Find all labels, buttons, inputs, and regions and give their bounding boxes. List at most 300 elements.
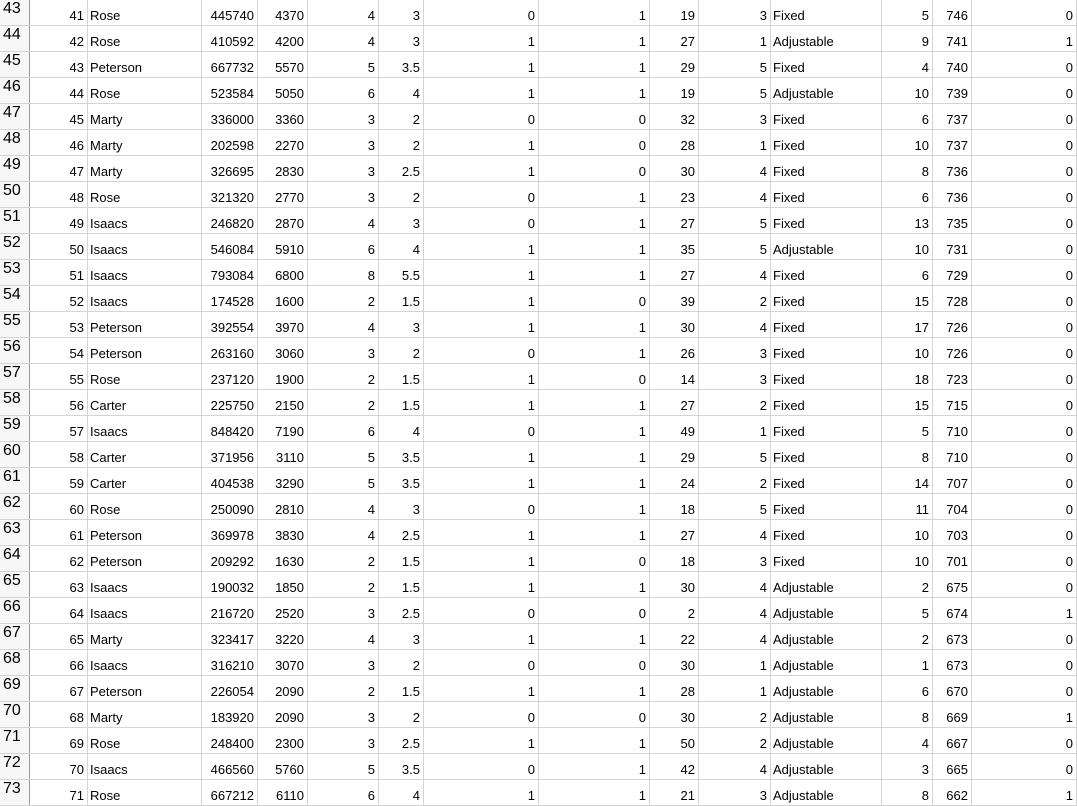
cell-col_m[interactable]: 737 — [933, 130, 972, 155]
cell-sqft[interactable]: 2520 — [258, 598, 308, 623]
cell-col_h[interactable]: 1 — [539, 572, 650, 597]
cell-col_h[interactable]: 1 — [539, 728, 650, 753]
cell-col_g[interactable]: 1 — [424, 468, 539, 493]
cell-col_h[interactable]: 1 — [539, 468, 650, 493]
cell-price[interactable]: 225750 — [202, 390, 258, 415]
cell-id[interactable]: 51 — [30, 260, 88, 285]
cell-sqft[interactable]: 2150 — [258, 390, 308, 415]
cell-mortgage_type[interactable]: Adjustable — [771, 234, 882, 259]
cell-col_i[interactable]: 30 — [650, 312, 699, 337]
cell-col_g[interactable]: 1 — [424, 780, 539, 805]
cell-col_n[interactable]: 0 — [972, 312, 1077, 337]
cell-col_n[interactable]: 0 — [972, 104, 1077, 129]
cell-mortgage_type[interactable]: Adjustable — [771, 598, 882, 623]
cell-sqft[interactable]: 2810 — [258, 494, 308, 519]
cell-agent[interactable]: Peterson — [88, 338, 202, 363]
cell-col_h[interactable]: 1 — [539, 260, 650, 285]
cell-col_g[interactable]: 1 — [424, 520, 539, 545]
cell-col_m[interactable]: 667 — [933, 728, 972, 753]
row-header[interactable]: 50 — [0, 182, 30, 207]
cell-col_g[interactable]: 1 — [424, 78, 539, 103]
cell-col_i[interactable]: 2 — [650, 598, 699, 623]
cell-bathrooms[interactable]: 2.5 — [379, 520, 424, 545]
cell-bedrooms[interactable]: 3 — [308, 728, 379, 753]
cell-col_j[interactable]: 3 — [699, 546, 771, 571]
cell-col_i[interactable]: 30 — [650, 572, 699, 597]
cell-col_n[interactable]: 0 — [972, 286, 1077, 311]
cell-sqft[interactable]: 4200 — [258, 26, 308, 51]
cell-bedrooms[interactable]: 3 — [308, 338, 379, 363]
cell-col_n[interactable]: 1 — [972, 598, 1077, 623]
cell-col_n[interactable]: 0 — [972, 624, 1077, 649]
cell-mortgage_type[interactable]: Fixed — [771, 182, 882, 207]
row-header[interactable]: 61 — [0, 468, 30, 493]
cell-col_i[interactable]: 32 — [650, 104, 699, 129]
cell-id[interactable]: 64 — [30, 598, 88, 623]
cell-agent[interactable]: Isaacs — [88, 754, 202, 779]
cell-agent[interactable]: Rose — [88, 78, 202, 103]
cell-col_l[interactable]: 2 — [882, 572, 933, 597]
cell-agent[interactable]: Rose — [88, 0, 202, 25]
cell-col_i[interactable]: 27 — [650, 260, 699, 285]
cell-col_j[interactable]: 5 — [699, 78, 771, 103]
row-header[interactable]: 63 — [0, 520, 30, 545]
cell-mortgage_type[interactable]: Fixed — [771, 364, 882, 389]
cell-col_h[interactable]: 1 — [539, 754, 650, 779]
cell-bathrooms[interactable]: 3 — [379, 494, 424, 519]
cell-sqft[interactable]: 2090 — [258, 676, 308, 701]
cell-bathrooms[interactable]: 4 — [379, 780, 424, 805]
cell-id[interactable]: 41 — [30, 0, 88, 25]
row-header[interactable]: 49 — [0, 156, 30, 181]
cell-price[interactable]: 410592 — [202, 26, 258, 51]
cell-sqft[interactable]: 2770 — [258, 182, 308, 207]
cell-bathrooms[interactable]: 2.5 — [379, 598, 424, 623]
cell-id[interactable]: 60 — [30, 494, 88, 519]
cell-col_m[interactable]: 707 — [933, 468, 972, 493]
cell-bathrooms[interactable]: 3.5 — [379, 52, 424, 77]
cell-price[interactable]: 371956 — [202, 442, 258, 467]
cell-col_l[interactable]: 2 — [882, 624, 933, 649]
cell-col_n[interactable]: 0 — [972, 754, 1077, 779]
cell-col_j[interactable]: 2 — [699, 468, 771, 493]
cell-sqft[interactable]: 1850 — [258, 572, 308, 597]
cell-agent[interactable]: Rose — [88, 26, 202, 51]
cell-col_n[interactable]: 0 — [972, 0, 1077, 25]
cell-col_g[interactable]: 1 — [424, 312, 539, 337]
cell-bathrooms[interactable]: 2 — [379, 130, 424, 155]
cell-col_l[interactable]: 9 — [882, 26, 933, 51]
cell-bathrooms[interactable]: 2 — [379, 104, 424, 129]
cell-bathrooms[interactable]: 4 — [379, 234, 424, 259]
cell-col_j[interactable]: 4 — [699, 520, 771, 545]
cell-col_n[interactable]: 0 — [972, 52, 1077, 77]
cell-bathrooms[interactable]: 3 — [379, 312, 424, 337]
cell-bathrooms[interactable]: 1.5 — [379, 390, 424, 415]
cell-bedrooms[interactable]: 4 — [308, 312, 379, 337]
cell-bathrooms[interactable]: 2 — [379, 650, 424, 675]
cell-bedrooms[interactable]: 5 — [308, 442, 379, 467]
cell-col_i[interactable]: 49 — [650, 416, 699, 441]
cell-col_m[interactable]: 665 — [933, 754, 972, 779]
cell-price[interactable]: 174528 — [202, 286, 258, 311]
cell-agent[interactable]: Isaacs — [88, 572, 202, 597]
cell-agent[interactable]: Marty — [88, 624, 202, 649]
row-header[interactable]: 65 — [0, 572, 30, 597]
cell-col_l[interactable]: 10 — [882, 234, 933, 259]
cell-bedrooms[interactable]: 6 — [308, 416, 379, 441]
cell-col_g[interactable]: 1 — [424, 624, 539, 649]
cell-agent[interactable]: Marty — [88, 104, 202, 129]
cell-bathrooms[interactable]: 1.5 — [379, 676, 424, 701]
cell-col_h[interactable]: 1 — [539, 624, 650, 649]
cell-id[interactable]: 49 — [30, 208, 88, 233]
cell-col_m[interactable]: 736 — [933, 182, 972, 207]
cell-id[interactable]: 43 — [30, 52, 88, 77]
cell-col_i[interactable]: 23 — [650, 182, 699, 207]
cell-agent[interactable]: Isaacs — [88, 598, 202, 623]
cell-mortgage_type[interactable]: Adjustable — [771, 780, 882, 805]
cell-price[interactable]: 369978 — [202, 520, 258, 545]
cell-col_i[interactable]: 30 — [650, 650, 699, 675]
cell-col_m[interactable]: 662 — [933, 780, 972, 805]
cell-bedrooms[interactable]: 3 — [308, 702, 379, 727]
cell-id[interactable]: 62 — [30, 546, 88, 571]
cell-sqft[interactable]: 2090 — [258, 702, 308, 727]
cell-col_j[interactable]: 2 — [699, 702, 771, 727]
cell-col_h[interactable]: 1 — [539, 234, 650, 259]
cell-col_l[interactable]: 6 — [882, 260, 933, 285]
cell-col_n[interactable]: 0 — [972, 520, 1077, 545]
cell-sqft[interactable]: 2270 — [258, 130, 308, 155]
cell-col_g[interactable]: 1 — [424, 390, 539, 415]
cell-agent[interactable]: Isaacs — [88, 234, 202, 259]
cell-col_n[interactable]: 0 — [972, 416, 1077, 441]
cell-price[interactable]: 226054 — [202, 676, 258, 701]
cell-col_n[interactable]: 0 — [972, 130, 1077, 155]
cell-col_g[interactable]: 0 — [424, 416, 539, 441]
cell-col_g[interactable]: 0 — [424, 208, 539, 233]
cell-bedrooms[interactable]: 4 — [308, 520, 379, 545]
cell-price[interactable]: 316210 — [202, 650, 258, 675]
cell-bedrooms[interactable]: 6 — [308, 780, 379, 805]
cell-price[interactable]: 246820 — [202, 208, 258, 233]
row-header[interactable]: 56 — [0, 338, 30, 363]
cell-mortgage_type[interactable]: Fixed — [771, 468, 882, 493]
cell-col_g[interactable]: 1 — [424, 546, 539, 571]
cell-bathrooms[interactable]: 2 — [379, 702, 424, 727]
cell-mortgage_type[interactable]: Fixed — [771, 104, 882, 129]
cell-id[interactable]: 65 — [30, 624, 88, 649]
cell-id[interactable]: 44 — [30, 78, 88, 103]
cell-mortgage_type[interactable]: Adjustable — [771, 26, 882, 51]
cell-col_n[interactable]: 1 — [972, 702, 1077, 727]
cell-col_j[interactable]: 3 — [699, 104, 771, 129]
cell-bathrooms[interactable]: 3 — [379, 624, 424, 649]
cell-id[interactable]: 56 — [30, 390, 88, 415]
cell-bathrooms[interactable]: 1.5 — [379, 364, 424, 389]
cell-bathrooms[interactable]: 3.5 — [379, 468, 424, 493]
cell-price[interactable]: 667212 — [202, 780, 258, 805]
cell-mortgage_type[interactable]: Fixed — [771, 52, 882, 77]
cell-col_m[interactable]: 729 — [933, 260, 972, 285]
cell-price[interactable]: 404538 — [202, 468, 258, 493]
cell-sqft[interactable]: 7190 — [258, 416, 308, 441]
row-header[interactable]: 62 — [0, 494, 30, 519]
cell-id[interactable]: 71 — [30, 780, 88, 805]
cell-col_m[interactable]: 728 — [933, 286, 972, 311]
cell-col_j[interactable]: 4 — [699, 572, 771, 597]
cell-col_g[interactable]: 1 — [424, 234, 539, 259]
row-header[interactable]: 47 — [0, 104, 30, 129]
cell-agent[interactable]: Rose — [88, 364, 202, 389]
cell-bedrooms[interactable]: 5 — [308, 754, 379, 779]
cell-col_l[interactable]: 6 — [882, 676, 933, 701]
row-header[interactable]: 60 — [0, 442, 30, 467]
cell-col_n[interactable]: 0 — [972, 650, 1077, 675]
cell-sqft[interactable]: 3060 — [258, 338, 308, 363]
cell-price[interactable]: 183920 — [202, 702, 258, 727]
cell-agent[interactable]: Isaacs — [88, 260, 202, 285]
cell-bathrooms[interactable]: 1.5 — [379, 546, 424, 571]
cell-id[interactable]: 70 — [30, 754, 88, 779]
cell-price[interactable]: 323417 — [202, 624, 258, 649]
cell-bedrooms[interactable]: 4 — [308, 494, 379, 519]
cell-bathrooms[interactable]: 4 — [379, 416, 424, 441]
cell-price[interactable]: 392554 — [202, 312, 258, 337]
cell-price[interactable]: 336000 — [202, 104, 258, 129]
cell-bedrooms[interactable]: 2 — [308, 676, 379, 701]
cell-id[interactable]: 59 — [30, 468, 88, 493]
cell-mortgage_type[interactable]: Adjustable — [771, 728, 882, 753]
cell-col_m[interactable]: 726 — [933, 312, 972, 337]
cell-col_m[interactable]: 675 — [933, 572, 972, 597]
cell-bathrooms[interactable]: 5.5 — [379, 260, 424, 285]
cell-col_h[interactable]: 0 — [539, 650, 650, 675]
cell-col_h[interactable]: 1 — [539, 780, 650, 805]
cell-col_h[interactable]: 0 — [539, 130, 650, 155]
cell-bathrooms[interactable]: 2 — [379, 182, 424, 207]
cell-col_n[interactable]: 0 — [972, 260, 1077, 285]
cell-bedrooms[interactable]: 8 — [308, 260, 379, 285]
cell-id[interactable]: 55 — [30, 364, 88, 389]
cell-col_g[interactable]: 1 — [424, 130, 539, 155]
cell-col_l[interactable]: 10 — [882, 130, 933, 155]
cell-id[interactable]: 54 — [30, 338, 88, 363]
cell-col_l[interactable]: 10 — [882, 520, 933, 545]
cell-col_g[interactable]: 0 — [424, 702, 539, 727]
row-header[interactable]: 73 — [0, 780, 30, 805]
cell-agent[interactable]: Carter — [88, 468, 202, 493]
cell-agent[interactable]: Marty — [88, 702, 202, 727]
cell-price[interactable]: 667732 — [202, 52, 258, 77]
cell-agent[interactable]: Rose — [88, 182, 202, 207]
cell-col_g[interactable]: 1 — [424, 364, 539, 389]
cell-mortgage_type[interactable]: Fixed — [771, 286, 882, 311]
cell-bathrooms[interactable]: 3.5 — [379, 754, 424, 779]
cell-col_m[interactable]: 670 — [933, 676, 972, 701]
cell-col_m[interactable]: 669 — [933, 702, 972, 727]
cell-col_g[interactable]: 1 — [424, 26, 539, 51]
cell-col_i[interactable]: 26 — [650, 338, 699, 363]
cell-col_g[interactable]: 0 — [424, 494, 539, 519]
cell-sqft[interactable]: 5910 — [258, 234, 308, 259]
cell-col_h[interactable]: 0 — [539, 598, 650, 623]
cell-price[interactable]: 263160 — [202, 338, 258, 363]
cell-col_l[interactable]: 8 — [882, 156, 933, 181]
cell-col_n[interactable]: 0 — [972, 494, 1077, 519]
cell-col_j[interactable]: 5 — [699, 52, 771, 77]
cell-col_i[interactable]: 30 — [650, 702, 699, 727]
cell-sqft[interactable]: 2830 — [258, 156, 308, 181]
cell-col_g[interactable]: 1 — [424, 260, 539, 285]
cell-col_i[interactable]: 35 — [650, 234, 699, 259]
cell-col_g[interactable]: 0 — [424, 650, 539, 675]
cell-bedrooms[interactable]: 3 — [308, 598, 379, 623]
cell-mortgage_type[interactable]: Fixed — [771, 442, 882, 467]
cell-id[interactable]: 42 — [30, 26, 88, 51]
cell-bathrooms[interactable]: 3.5 — [379, 442, 424, 467]
cell-agent[interactable]: Peterson — [88, 520, 202, 545]
cell-col_l[interactable]: 4 — [882, 52, 933, 77]
cell-sqft[interactable]: 1900 — [258, 364, 308, 389]
cell-col_i[interactable]: 50 — [650, 728, 699, 753]
cell-col_m[interactable]: 703 — [933, 520, 972, 545]
row-header[interactable]: 58 — [0, 390, 30, 415]
cell-price[interactable]: 546084 — [202, 234, 258, 259]
cell-sqft[interactable]: 1630 — [258, 546, 308, 571]
cell-col_l[interactable]: 10 — [882, 78, 933, 103]
row-header[interactable]: 71 — [0, 728, 30, 753]
cell-col_j[interactable]: 2 — [699, 286, 771, 311]
cell-col_j[interactable]: 4 — [699, 312, 771, 337]
cell-sqft[interactable]: 3290 — [258, 468, 308, 493]
cell-col_m[interactable]: 673 — [933, 650, 972, 675]
cell-col_l[interactable]: 3 — [882, 754, 933, 779]
cell-bedrooms[interactable]: 3 — [308, 130, 379, 155]
cell-agent[interactable]: Isaacs — [88, 416, 202, 441]
cell-price[interactable]: 190032 — [202, 572, 258, 597]
cell-bedrooms[interactable]: 2 — [308, 286, 379, 311]
cell-col_i[interactable]: 14 — [650, 364, 699, 389]
cell-price[interactable]: 202598 — [202, 130, 258, 155]
cell-col_l[interactable]: 15 — [882, 286, 933, 311]
cell-col_h[interactable]: 0 — [539, 104, 650, 129]
cell-col_m[interactable]: 739 — [933, 78, 972, 103]
cell-id[interactable]: 50 — [30, 234, 88, 259]
cell-col_n[interactable]: 0 — [972, 572, 1077, 597]
cell-col_n[interactable]: 0 — [972, 182, 1077, 207]
cell-col_g[interactable]: 1 — [424, 728, 539, 753]
cell-col_l[interactable]: 5 — [882, 0, 933, 25]
cell-bathrooms[interactable]: 3 — [379, 208, 424, 233]
cell-col_m[interactable]: 704 — [933, 494, 972, 519]
cell-col_j[interactable]: 3 — [699, 780, 771, 805]
cell-agent[interactable]: Rose — [88, 494, 202, 519]
cell-id[interactable]: 69 — [30, 728, 88, 753]
cell-col_l[interactable]: 11 — [882, 494, 933, 519]
cell-col_l[interactable]: 18 — [882, 364, 933, 389]
cell-col_l[interactable]: 10 — [882, 338, 933, 363]
cell-col_i[interactable]: 39 — [650, 286, 699, 311]
row-header[interactable]: 45 — [0, 52, 30, 77]
cell-col_g[interactable]: 0 — [424, 598, 539, 623]
cell-price[interactable]: 216720 — [202, 598, 258, 623]
cell-price[interactable]: 466560 — [202, 754, 258, 779]
cell-col_j[interactable]: 1 — [699, 676, 771, 701]
cell-sqft[interactable]: 3970 — [258, 312, 308, 337]
cell-col_m[interactable]: 737 — [933, 104, 972, 129]
cell-col_m[interactable]: 736 — [933, 156, 972, 181]
cell-sqft[interactable]: 3110 — [258, 442, 308, 467]
cell-col_i[interactable]: 19 — [650, 78, 699, 103]
cell-agent[interactable]: Carter — [88, 442, 202, 467]
cell-id[interactable]: 68 — [30, 702, 88, 727]
cell-col_g[interactable]: 1 — [424, 572, 539, 597]
cell-col_j[interactable]: 2 — [699, 390, 771, 415]
cell-col_j[interactable]: 3 — [699, 0, 771, 25]
cell-col_h[interactable]: 1 — [539, 26, 650, 51]
cell-col_m[interactable]: 701 — [933, 546, 972, 571]
cell-col_l[interactable]: 6 — [882, 104, 933, 129]
cell-price[interactable]: 523584 — [202, 78, 258, 103]
cell-col_i[interactable]: 30 — [650, 156, 699, 181]
cell-col_l[interactable]: 15 — [882, 390, 933, 415]
row-header[interactable]: 54 — [0, 286, 30, 311]
cell-col_l[interactable]: 13 — [882, 208, 933, 233]
cell-col_n[interactable]: 0 — [972, 208, 1077, 233]
cell-col_m[interactable]: 710 — [933, 416, 972, 441]
row-header[interactable]: 51 — [0, 208, 30, 233]
cell-col_l[interactable]: 6 — [882, 182, 933, 207]
cell-bedrooms[interactable]: 4 — [308, 624, 379, 649]
cell-col_h[interactable]: 0 — [539, 702, 650, 727]
cell-col_m[interactable]: 674 — [933, 598, 972, 623]
cell-col_h[interactable]: 1 — [539, 78, 650, 103]
cell-col_n[interactable]: 0 — [972, 156, 1077, 181]
cell-id[interactable]: 63 — [30, 572, 88, 597]
cell-agent[interactable]: Isaacs — [88, 286, 202, 311]
cell-col_m[interactable]: 735 — [933, 208, 972, 233]
cell-col_n[interactable]: 0 — [972, 676, 1077, 701]
cell-col_h[interactable]: 0 — [539, 286, 650, 311]
cell-col_m[interactable]: 723 — [933, 364, 972, 389]
cell-mortgage_type[interactable]: Fixed — [771, 494, 882, 519]
cell-price[interactable]: 848420 — [202, 416, 258, 441]
cell-id[interactable]: 57 — [30, 416, 88, 441]
cell-agent[interactable]: Rose — [88, 780, 202, 805]
cell-bedrooms[interactable]: 3 — [308, 650, 379, 675]
cell-agent[interactable]: Peterson — [88, 52, 202, 77]
cell-col_h[interactable]: 1 — [539, 52, 650, 77]
cell-bedrooms[interactable]: 4 — [308, 0, 379, 25]
row-header[interactable]: 64 — [0, 546, 30, 571]
cell-bedrooms[interactable]: 2 — [308, 572, 379, 597]
cell-mortgage_type[interactable]: Fixed — [771, 416, 882, 441]
cell-col_j[interactable]: 1 — [699, 650, 771, 675]
cell-col_l[interactable]: 4 — [882, 728, 933, 753]
cell-id[interactable]: 48 — [30, 182, 88, 207]
cell-col_g[interactable]: 1 — [424, 442, 539, 467]
cell-price[interactable]: 237120 — [202, 364, 258, 389]
cell-id[interactable]: 47 — [30, 156, 88, 181]
cell-mortgage_type[interactable]: Adjustable — [771, 702, 882, 727]
cell-sqft[interactable]: 3220 — [258, 624, 308, 649]
cell-sqft[interactable]: 3360 — [258, 104, 308, 129]
cell-col_i[interactable]: 42 — [650, 754, 699, 779]
cell-col_l[interactable]: 5 — [882, 416, 933, 441]
row-header[interactable]: 72 — [0, 754, 30, 779]
